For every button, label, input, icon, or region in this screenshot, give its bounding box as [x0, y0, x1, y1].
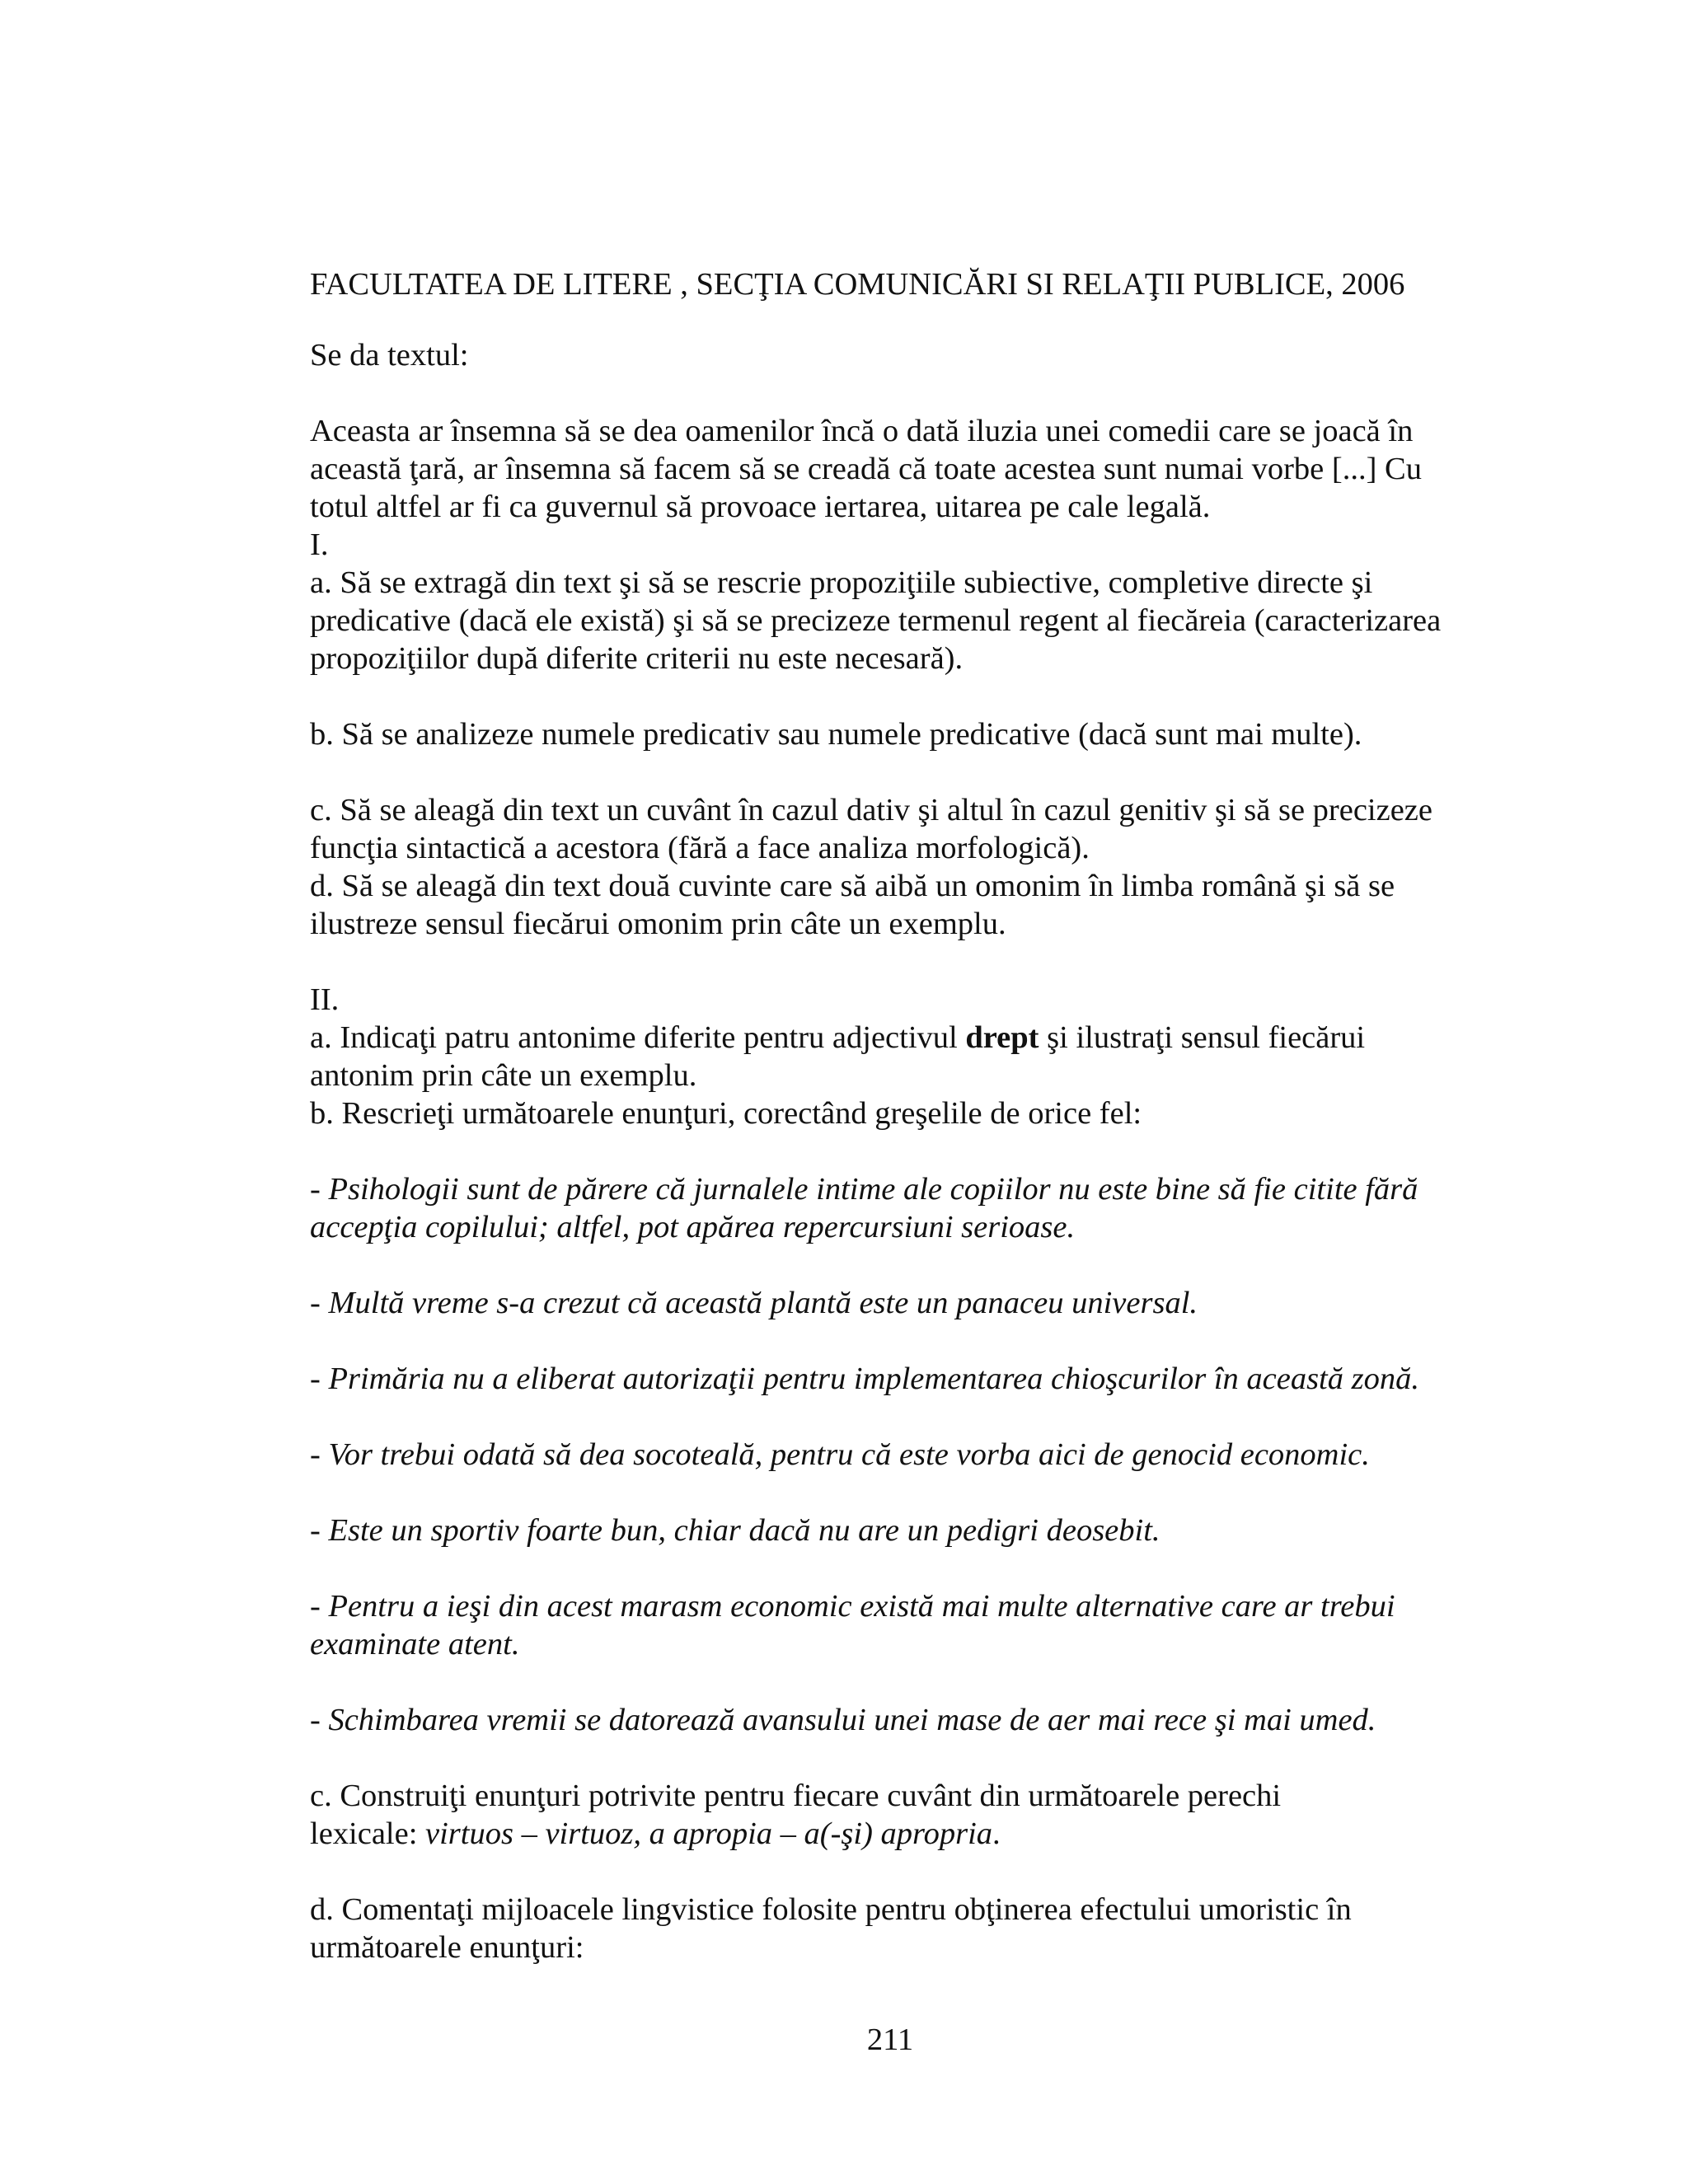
- page-number: 211: [866, 2022, 914, 2057]
- part-two-a-line-2: antonim prin câte un exemplu.: [310, 1058, 697, 1093]
- part-one-d-line-2: ilustreze sensul fiecărui omonim prin câte un exemplu.: [310, 907, 1006, 941]
- sentence-6-line-1: - Pentru a ieşi din acest marasm economic există mai multe alternative care ar trebui: [310, 1589, 1395, 1624]
- part-one-a-line-2: predicative (dacă ele există) şi să se precizeze termenul regent al fiecăreia (caracterizarea: [310, 603, 1442, 638]
- part-two-c-prefix: lexicale:: [310, 1816, 426, 1851]
- sentence-2: - Multă vreme s-a crezut că această plantă este un panaceu universal.: [310, 1286, 1198, 1320]
- keyword-drept: drept: [965, 1020, 1039, 1055]
- passage-line-1: Aceasta ar însemna să se dea oamenilor încă o dată iluzia unei comedii care se joacă în: [310, 414, 1414, 448]
- lexical-pairs: virtuos – virtuoz, a apropia – a(-şi) apropria: [425, 1816, 993, 1851]
- sentence-1-line-1: - Psihologii sunt de părere că jurnalele intime ale copiilor nu este bine să fie citite fără: [310, 1172, 1418, 1207]
- part-two-a-line-1: [310, 1019, 1365, 1057]
- part-two-d-line-1: d. Comentaţi mijloacele lingvistice folosite pentru obţinerea efectului umoristic în: [310, 1892, 1352, 1927]
- part-two-label: II.: [310, 982, 340, 1017]
- part-one-label: I.: [310, 527, 329, 562]
- part-one-c-line-1: c. Să se aleagă din text un cuvânt în cazul dativ şi altul în cazul genitiv şi să se precizeze: [310, 793, 1432, 827]
- sentence-5: - Este un sportiv foarte bun, chiar dacă nu are un pedigri deosebit.: [310, 1513, 1160, 1548]
- sentence-3: - Primăria nu a eliberat autorizaţii pentru implementarea chioşcurilor în această zonă.: [310, 1361, 1419, 1396]
- part-two-a-text-before: a. Indicaţi patru antonime diferite pentru adjectivul: [310, 1020, 966, 1055]
- part-one-d-line-1: d. Să se aleagă din text două cuvinte care să aibă un omonim în limba română şi să se: [310, 869, 1395, 903]
- part-two-b: b. Rescrieţi următoarele enunţuri, corectând greşelile de orice fel:: [310, 1096, 1142, 1131]
- part-two-d-line-2: următoarele enunţuri:: [310, 1930, 584, 1965]
- part-two-c-line-1: c. Construiţi enunţuri potrivite pentru fiecare cuvânt din următoarele perechi: [310, 1779, 1282, 1813]
- part-two-a-text-after: şi ilustraţi sensul fiecărui: [1039, 1020, 1366, 1055]
- sentence-7: - Schimbarea vremii se datorează avansului unei mase de aer mai rece şi mai umed.: [310, 1703, 1376, 1737]
- sentence-6-line-2: examinate atent.: [310, 1627, 520, 1661]
- intro-text: Se da textul:: [310, 338, 469, 373]
- passage-line-2: această ţară, ar însemna să facem să se creadă că toate acestea sunt numai vorbe [...] Cu: [310, 452, 1422, 486]
- part-two-c-suffix: .: [992, 1816, 1001, 1851]
- part-one-a-line-3: propoziţiilor după diferite criterii nu este necesară).: [310, 641, 964, 676]
- page-heading: FACULTATEA DE LITERE , SECŢIA COMUNICĂRI SI RELAŢII PUBLICE, 2006: [310, 267, 1405, 302]
- part-one-a-line-1: a. Să se extragă din text şi să se rescrie propoziţiile subiective, completive directe şi: [310, 565, 1373, 600]
- part-one-b: b. Să se analizeze numele predicativ sau numele predicative (dacă sunt mai multe).: [310, 717, 1362, 752]
- part-one-c-line-2: funcţia sintactică a acestora (fără a face analiza morfologică).: [310, 831, 1090, 865]
- part-two-c-line-2: [310, 1815, 1001, 1853]
- sentence-4: - Vor trebui odată să dea socoteală, pentru că este vorba aici de genocid economic.: [310, 1437, 1370, 1472]
- passage-line-3: totul altfel ar fi ca guvernul să provoace iertarea, uitarea pe cale legală.: [310, 490, 1211, 524]
- sentence-1-line-2: accepţia copilului; altfel, pot apărea repercursiuni serioase.: [310, 1210, 1076, 1244]
